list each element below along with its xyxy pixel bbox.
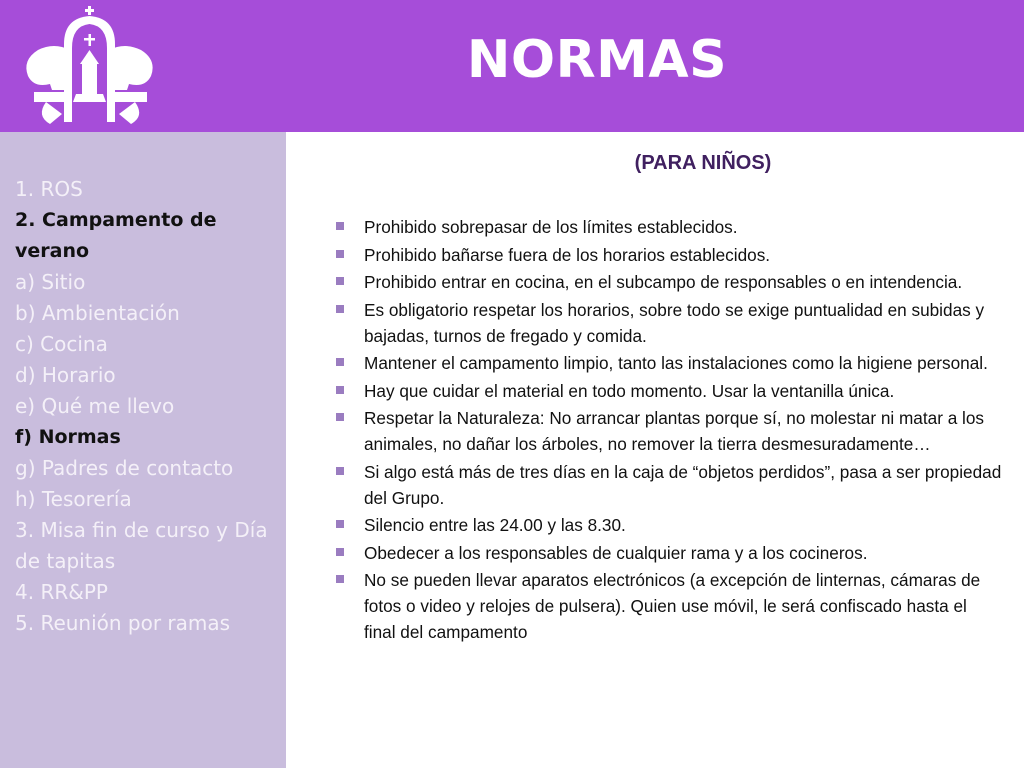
- rule-item: [334, 297, 1002, 349]
- rule-text: Mantener el campamento limpio, tanto las instalaciones como la higiene personal.: [364, 353, 988, 373]
- rule-text: Hay que cuidar el material en todo momento. Usar la ventanilla única.: [364, 380, 895, 401]
- square-bullet-icon: [336, 222, 344, 230]
- sidebar-item-tesoreria[interactable]: h) Tesorería: [15, 487, 132, 511]
- page-title: NORMAS: [466, 30, 728, 90]
- rule-text: Prohibido bañarse fuera de los horarios establecidos.: [364, 244, 771, 265]
- sidebar-item-cocina[interactable]: c) Cocina: [15, 332, 108, 356]
- square-bullet-icon: [336, 250, 344, 258]
- sidebar-item-que-me-llevo[interactable]: e) Qué me llevo: [15, 394, 175, 418]
- square-bullet-icon: [336, 386, 344, 394]
- rule-item: [334, 214, 1002, 240]
- sidebar-list: [0, 132, 286, 639]
- sidebar-item-ros[interactable]: 1. ROS: [15, 177, 83, 201]
- rule-text: Silencio entre las 24.00 y las 8.30.: [364, 515, 626, 535]
- square-bullet-icon: [336, 575, 344, 583]
- square-bullet-icon: [336, 358, 344, 366]
- rules-list: [334, 214, 1002, 647]
- fleur-de-lis-church-logo-icon: [18, 4, 163, 129]
- sidebar-item-reunion-por-ramas[interactable]: 5. Reunión por ramas: [15, 611, 231, 635]
- rule-text: Es obligatorio respetar los horarios, sobre todo se exige puntualidad en subidas y bajadas, turnos de fregado y comida.: [364, 299, 985, 346]
- rule-item: [334, 405, 1002, 457]
- sidebar-item-normas[interactable]: f) Normas: [15, 426, 121, 448]
- rule-text: Obedecer a los responsables de cualquier rama y a los cocineros.: [364, 542, 868, 563]
- square-bullet-icon: [336, 413, 344, 421]
- rule-text: Respetar la Naturaleza: No arrancar plantas porque sí, no molestar ni matar a los animales, no dañar los árboles, no remover la tierra desmesuradamente…: [364, 408, 985, 454]
- sidebar-nav: [0, 132, 286, 768]
- square-bullet-icon: [336, 467, 344, 475]
- rule-item: [334, 269, 1002, 295]
- rule-item: [334, 350, 1002, 376]
- sidebar-item-horario[interactable]: d) Horario: [15, 363, 116, 387]
- rule-text: No se pueden llevar aparatos electrónicos (a excepción de linternas, cámaras de fotos o video y relojes de pulsera). Quien use móvil, le será confiscado hasta el final del campamento: [364, 570, 981, 642]
- sidebar-item-sitio[interactable]: a) Sitio: [15, 270, 86, 294]
- rule-item: [334, 378, 1002, 404]
- square-bullet-icon: [336, 548, 344, 556]
- sidebar-item-padres-de-contacto[interactable]: g) Padres de contacto: [15, 456, 234, 480]
- rule-item: [334, 540, 1002, 566]
- square-bullet-icon: [336, 277, 344, 285]
- square-bullet-icon: [336, 520, 344, 528]
- rule-text: Prohibido sobrepasar de los límites establecidos.: [364, 217, 738, 237]
- rule-item: [334, 242, 1002, 268]
- sidebar-item-ambientacion[interactable]: b) Ambientación: [15, 301, 180, 325]
- rule-item: [334, 459, 1002, 511]
- section-subtitle: (PARA NIÑOS): [634, 152, 772, 174]
- header-bar: [0, 0, 1024, 132]
- square-bullet-icon: [336, 305, 344, 313]
- sidebar-item-misa-fin-de-curso[interactable]: 3. Misa fin de curso y Día de tapitas: [15, 518, 268, 573]
- rule-item: [334, 512, 1002, 538]
- rule-item: [334, 567, 1002, 645]
- sidebar-item-campamento-de-verano[interactable]: 2. Campamento de verano: [15, 209, 217, 262]
- rule-text: Si algo está más de tres días en la caja de “objetos perdidos”, pasa a ser propiedad del Grupo.: [364, 461, 1002, 508]
- main-content: [286, 132, 1024, 768]
- rule-text: Prohibido entrar en cocina, en el subcampo de responsables o en intendencia.: [364, 272, 963, 292]
- sidebar-item-rr-pp[interactable]: 4. RR&PP: [15, 580, 108, 604]
